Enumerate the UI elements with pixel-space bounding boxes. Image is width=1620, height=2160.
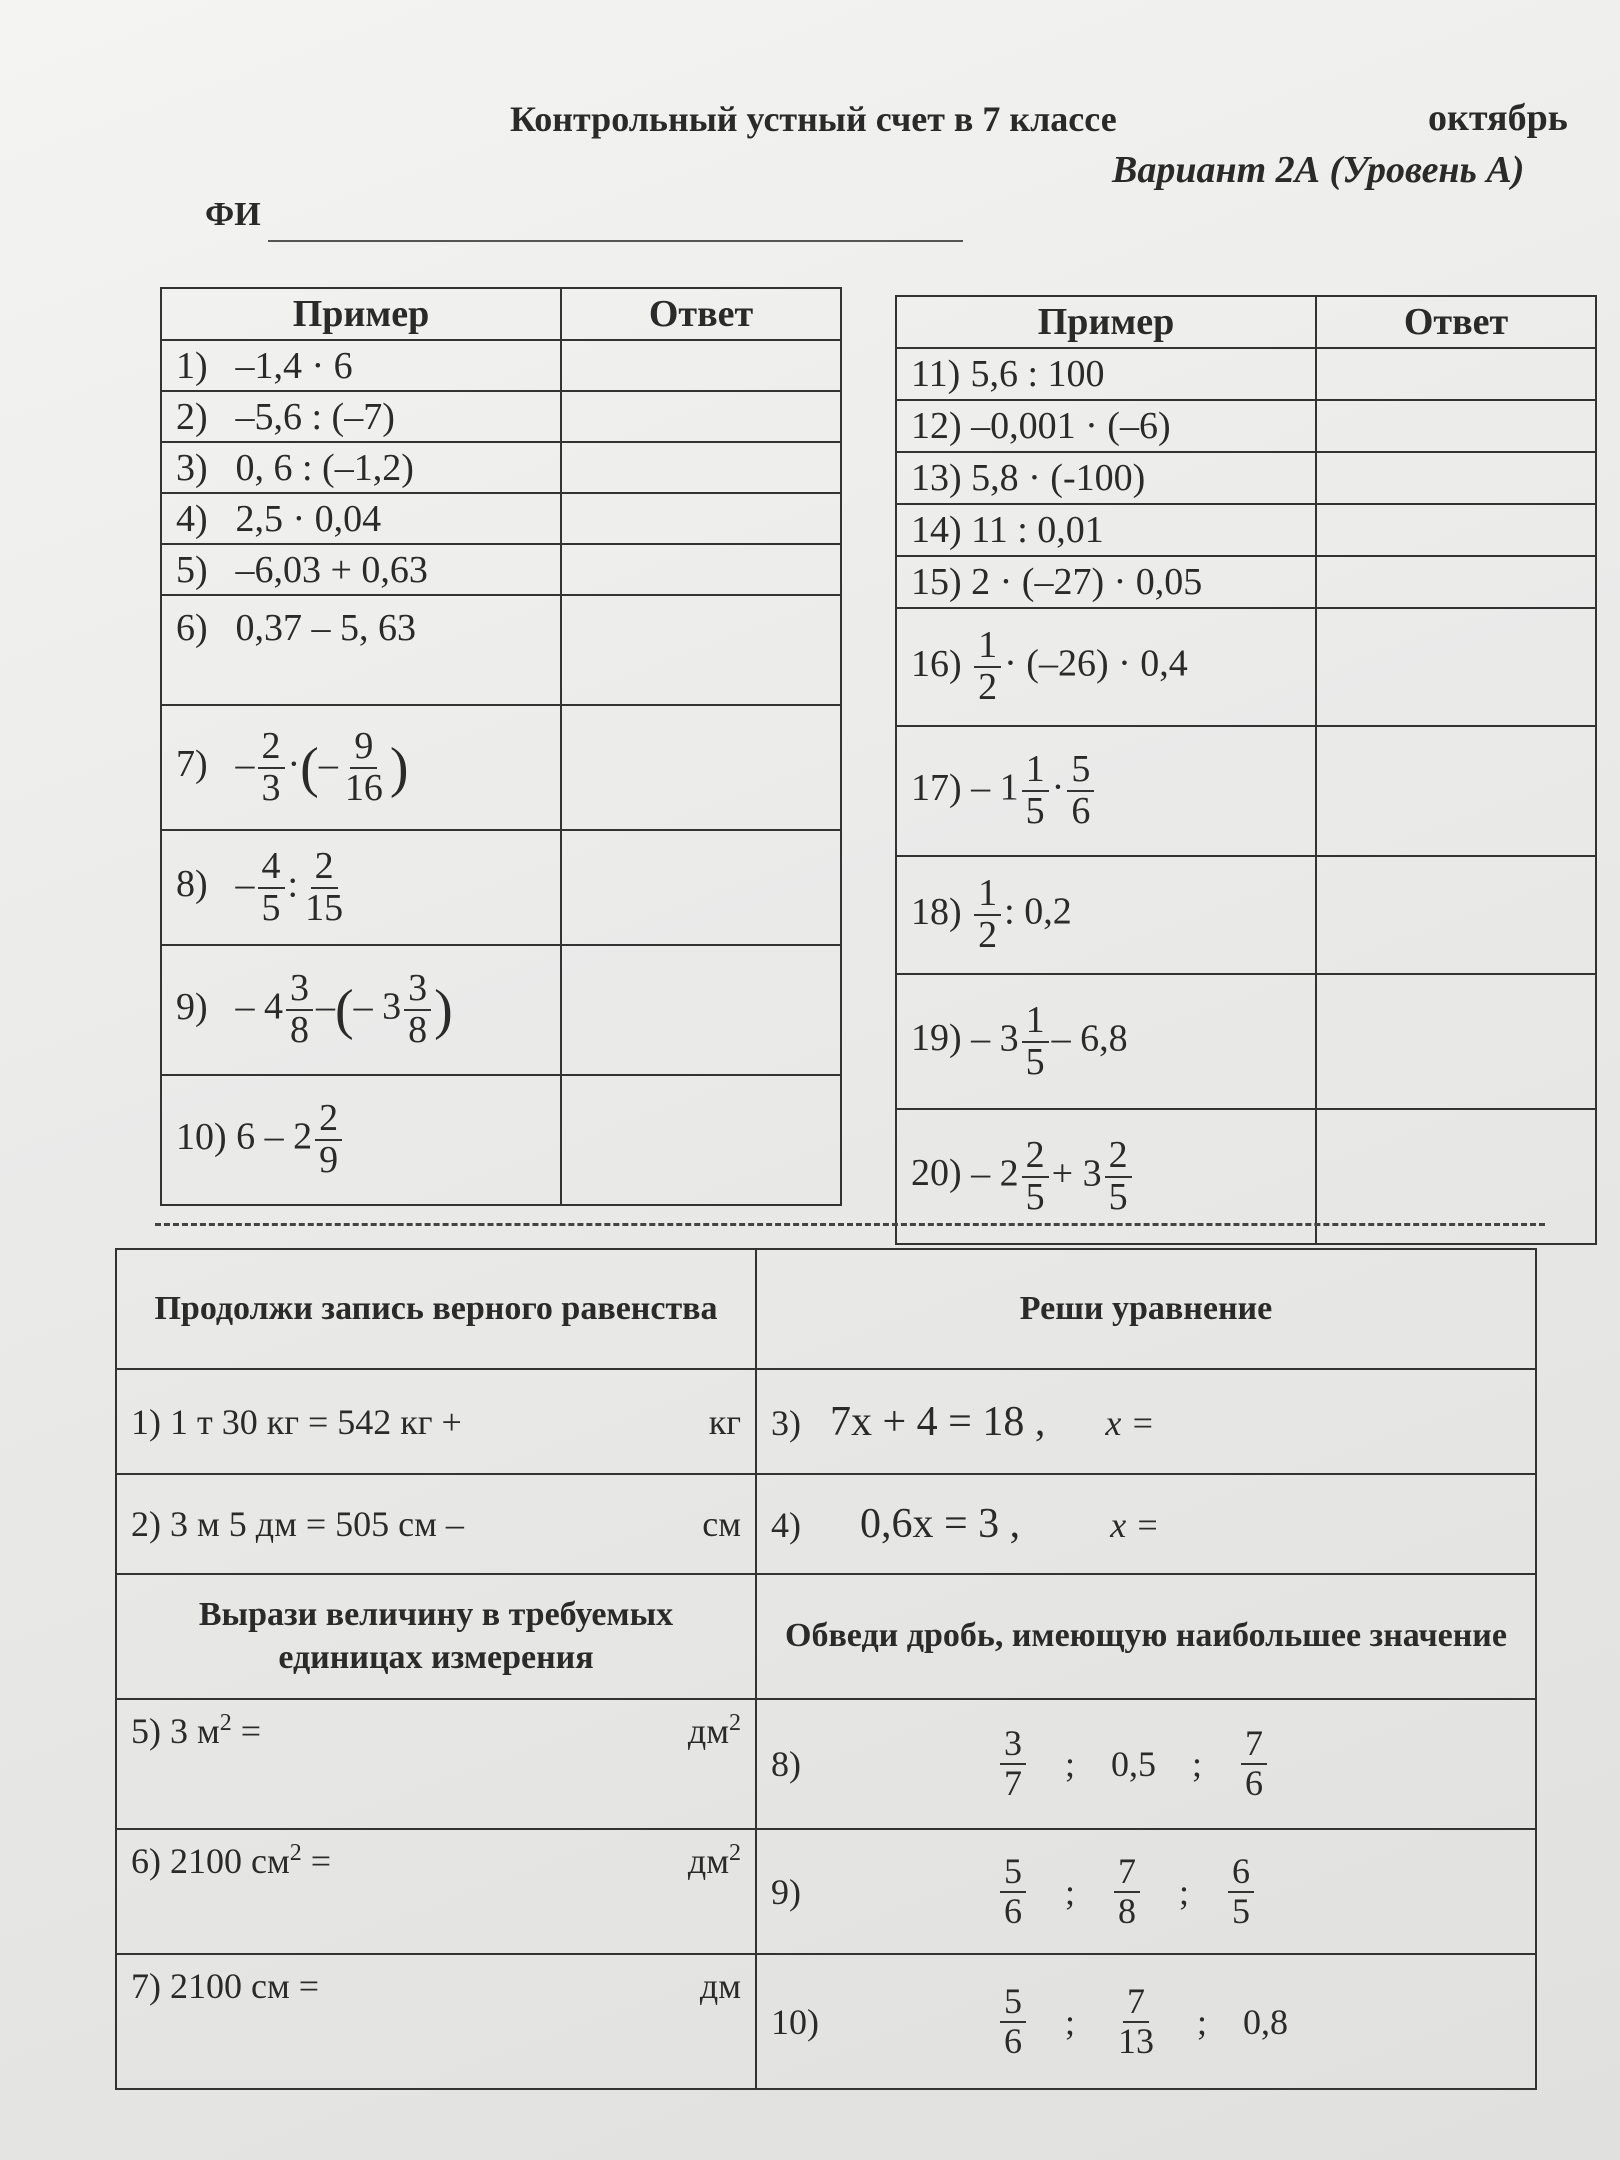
answer-cell-10[interactable] xyxy=(561,1075,841,1205)
equation: 0,6x = 3 , xyxy=(860,1501,1021,1547)
denominator: 6 xyxy=(1245,1763,1264,1803)
operator: – xyxy=(316,985,335,1028)
answer-cell-7[interactable] xyxy=(561,705,841,830)
example-expression: 0, 6 : (–1,2) xyxy=(235,446,414,489)
example-7 xyxy=(161,705,561,830)
numerator: 3 xyxy=(404,969,431,1011)
task-6 xyxy=(116,1829,756,1954)
example-16 xyxy=(896,608,1316,726)
answer-cell-12[interactable] xyxy=(1316,400,1596,452)
separator: ; xyxy=(1197,2001,1208,2042)
fraction-choice[interactable] xyxy=(1000,1725,1026,1803)
example-number: 11) xyxy=(911,353,961,395)
example-12 xyxy=(896,400,1316,452)
numerator: 5 xyxy=(1000,1983,1026,2023)
task-number: 3) xyxy=(771,1402,801,1443)
left-examples-table xyxy=(160,287,842,1206)
column-header-example: Пример xyxy=(896,296,1316,348)
example-number: 14) xyxy=(911,509,962,551)
fraction xyxy=(1022,1133,1049,1218)
cut-line xyxy=(155,1223,1545,1226)
denominator: 2 xyxy=(978,666,998,708)
equals-sign: = xyxy=(240,1711,262,1751)
minus-sign: – xyxy=(318,743,338,786)
operator: · xyxy=(287,743,301,786)
fraction xyxy=(1067,750,1094,832)
example-9 xyxy=(161,945,561,1075)
unit-label: см xyxy=(702,1504,741,1544)
example-number: 7) xyxy=(176,743,208,786)
example-expression: –5,6 : (–7) xyxy=(235,395,395,438)
column-header-example: Пример xyxy=(161,288,561,340)
example-number: 9) xyxy=(176,985,208,1028)
task-text: 7) 2100 см = xyxy=(131,1966,320,2006)
unit-label: дм xyxy=(699,1966,741,2006)
task-1 xyxy=(116,1369,756,1474)
answer-cell-19[interactable] xyxy=(1316,974,1596,1109)
example-5 xyxy=(161,544,561,595)
example-number: 1) xyxy=(176,344,208,387)
denominator: 8 xyxy=(408,1009,428,1051)
example-19 xyxy=(896,974,1316,1109)
task-9 xyxy=(756,1829,1536,1954)
denominator: 5 xyxy=(1025,1175,1045,1218)
numerator: 1 xyxy=(1022,750,1049,792)
task-number: 8) xyxy=(771,1744,801,1784)
unit-label: дм xyxy=(687,1711,729,1751)
fraction xyxy=(301,844,347,929)
answer-x: x = xyxy=(1110,1505,1160,1545)
answer-cell-8[interactable] xyxy=(561,830,841,945)
expression-tail: · (–26) · 0,4 xyxy=(1004,642,1188,685)
section-header-units: Вырази величину в требуемых единицах измерения xyxy=(116,1574,756,1699)
whole-part: 6 – 2 xyxy=(236,1115,313,1158)
minus-sign: – xyxy=(235,863,255,906)
section-header-equality: Продолжи запись верного равенства xyxy=(116,1249,756,1369)
example-number: 5) xyxy=(176,548,208,591)
right-paren: ) xyxy=(434,979,453,1041)
example-number: 20) xyxy=(911,1152,962,1195)
example-expression: 2 · (–27) · 0,05 xyxy=(971,561,1203,603)
operator: : xyxy=(287,863,299,906)
whole-part: – 3 xyxy=(971,1017,1019,1060)
fraction-choice[interactable] xyxy=(1114,1980,1158,2061)
example-6 xyxy=(161,595,561,705)
denominator: 5 xyxy=(261,886,281,929)
fraction-choice[interactable] xyxy=(1241,1725,1267,1803)
answer-cell-11[interactable] xyxy=(1316,348,1596,400)
answer-cell-15[interactable] xyxy=(1316,556,1596,608)
answer-cell-17[interactable] xyxy=(1316,726,1596,856)
numerator: 2 xyxy=(315,1099,342,1141)
separator: ; xyxy=(1192,1744,1203,1784)
example-number: 8) xyxy=(176,863,208,906)
denominator: 13 xyxy=(1118,2020,1155,2061)
expression-tail: : 0,2 xyxy=(1004,890,1072,933)
fi-line xyxy=(268,240,963,242)
answer-cell-3[interactable] xyxy=(561,442,841,493)
example-3 xyxy=(161,442,561,493)
denominator: 8 xyxy=(290,1009,309,1051)
example-number: 18) xyxy=(911,890,962,933)
example-number: 19) xyxy=(911,1017,962,1060)
unit-label: кг xyxy=(708,1401,741,1442)
equals-sign: = xyxy=(310,1841,332,1881)
task-number: 9) xyxy=(771,1871,801,1912)
fraction xyxy=(974,874,1001,956)
fraction xyxy=(1105,1133,1132,1218)
denominator: 9 xyxy=(319,1139,339,1181)
denominator: 8 xyxy=(1118,1890,1137,1931)
example-number: 13) xyxy=(911,457,962,499)
section-header-fractions: Обведи дробь, имеющую наибольшее значение xyxy=(756,1574,1536,1699)
operator: · xyxy=(1051,766,1065,809)
example-expression: –0,001 · (–6) xyxy=(971,405,1171,447)
task-2 xyxy=(116,1474,756,1574)
column-header-answer: Ответ xyxy=(1316,296,1596,348)
fraction xyxy=(404,969,431,1051)
denominator: 6 xyxy=(1004,1890,1022,1931)
denominator: 5 xyxy=(1108,1175,1128,1218)
example-11 xyxy=(896,348,1316,400)
task-text: 1) 1 т 30 кг = 542 кг + xyxy=(131,1401,462,1442)
example-13 xyxy=(896,452,1316,504)
numerator: 7 xyxy=(1123,1983,1149,2023)
task-3 xyxy=(756,1369,1536,1474)
example-expression: 5,6 : 100 xyxy=(970,353,1105,395)
unit-label: дм xyxy=(687,1841,729,1881)
example-2 xyxy=(161,391,561,442)
example-expression: 11 : 0,01 xyxy=(971,509,1104,551)
denominator: 3 xyxy=(261,766,281,809)
answer-cell-5[interactable] xyxy=(561,544,841,595)
example-18 xyxy=(896,856,1316,974)
superscript: 2 xyxy=(729,1840,741,1866)
numerator: 1 xyxy=(1022,1001,1049,1043)
example-14 xyxy=(896,504,1316,556)
tasks-table xyxy=(115,1248,1537,2090)
answer-cell-4[interactable] xyxy=(561,493,841,544)
answer-x: x = xyxy=(1105,1402,1155,1443)
whole-part: – 1 xyxy=(971,766,1019,809)
variant-label: Вариант 2А (Уровень А) xyxy=(1112,149,1525,191)
example-expression: –1,4 · 6 xyxy=(235,344,353,387)
denominator: 16 xyxy=(344,766,383,809)
whole-part: – 2 xyxy=(971,1152,1019,1195)
answer-cell-13[interactable] xyxy=(1316,452,1596,504)
example-10 xyxy=(161,1075,561,1205)
superscript: 2 xyxy=(729,1710,741,1736)
numerator: 6 xyxy=(1228,1853,1254,1893)
example-number: 3) xyxy=(176,446,208,489)
equation: 7x + 4 = 18 , xyxy=(830,1398,1046,1445)
denominator: 5 xyxy=(1232,1890,1251,1931)
separator: ; xyxy=(1179,1871,1190,1912)
example-expression: –6,03 + 0,63 xyxy=(235,548,428,591)
denominator: 6 xyxy=(1004,2020,1022,2061)
answer-cell-1[interactable] xyxy=(561,340,841,391)
example-1 xyxy=(161,340,561,391)
fraction xyxy=(258,844,285,929)
separator: ; xyxy=(1065,2001,1076,2042)
task-5 xyxy=(116,1699,756,1829)
numerator: 2 xyxy=(311,847,338,889)
task-text: 2) 3 м 5 дм = 505 см – xyxy=(131,1504,464,1544)
answer-cell-14[interactable] xyxy=(1316,504,1596,556)
numerator: 2 xyxy=(1022,1136,1049,1178)
denominator: 15 xyxy=(305,886,344,929)
task-10 xyxy=(756,1954,1536,2089)
denominator: 5 xyxy=(1025,1040,1045,1083)
numerator: 2 xyxy=(258,727,285,769)
separator: ; xyxy=(1065,1744,1076,1784)
example-number: 16) xyxy=(911,642,962,685)
task-8 xyxy=(756,1699,1536,1829)
task-text: 5) 3 м xyxy=(131,1711,220,1751)
task-4 xyxy=(756,1474,1536,1574)
example-expression: 0,37 – 5, 63 xyxy=(235,607,416,649)
right-examples-table xyxy=(895,295,1597,1245)
fraction xyxy=(1022,750,1049,832)
fraction-choice[interactable] xyxy=(1228,1850,1254,1931)
fraction-choice[interactable] xyxy=(1000,1850,1026,1931)
example-15 xyxy=(896,556,1316,608)
task-7 xyxy=(116,1954,756,2089)
fraction xyxy=(315,1099,342,1181)
example-number: 10) xyxy=(176,1115,227,1158)
right-paren: ) xyxy=(389,736,409,799)
task-number: 10) xyxy=(771,2001,819,2042)
example-4 xyxy=(161,493,561,544)
whole-part: – 3 xyxy=(353,985,402,1028)
example-expression: 2,5 · 0,04 xyxy=(235,497,382,540)
section-header-equation: Реши уравнение xyxy=(756,1249,1536,1369)
superscript: 2 xyxy=(219,1710,232,1736)
fraction-choice[interactable] xyxy=(1000,1980,1026,2061)
numerator: 4 xyxy=(258,847,285,889)
example-number: 12) xyxy=(911,405,962,447)
fraction xyxy=(1022,998,1049,1083)
example-number: 6) xyxy=(176,607,208,649)
example-number: 15) xyxy=(911,561,962,603)
decimal-choice[interactable]: 0,8 xyxy=(1243,2001,1289,2042)
fraction xyxy=(258,724,285,809)
task-number: 4) xyxy=(771,1505,801,1545)
fraction xyxy=(974,626,1001,708)
denominator: 2 xyxy=(978,914,998,956)
minus-sign: – xyxy=(235,743,255,786)
numerator: 9 xyxy=(350,727,377,769)
answer-cell-9[interactable] xyxy=(561,945,841,1075)
example-expression: 5,8 · (-100) xyxy=(971,457,1146,499)
answer-cell-16[interactable] xyxy=(1316,608,1596,726)
superscript: 2 xyxy=(289,1840,302,1866)
operator: + 3 xyxy=(1051,1152,1102,1195)
numerator: 5 xyxy=(1000,1853,1026,1893)
answer-cell-6[interactable] xyxy=(561,595,841,705)
numerator: 7 xyxy=(1241,1725,1267,1765)
decimal-choice[interactable]: 0,5 xyxy=(1111,1744,1157,1784)
month-label: октябрь xyxy=(1428,97,1568,139)
numerator: 2 xyxy=(1105,1136,1132,1178)
answer-cell-2[interactable] xyxy=(561,391,841,442)
answer-cell-18[interactable] xyxy=(1316,856,1596,974)
denominator: 7 xyxy=(1004,1763,1022,1803)
example-number: 4) xyxy=(176,497,208,540)
fraction xyxy=(286,969,313,1051)
left-paren: ( xyxy=(300,736,319,799)
task-text: 6) 2100 см xyxy=(131,1841,290,1881)
denominator: 5 xyxy=(1025,790,1045,832)
numerator: 5 xyxy=(1067,750,1094,792)
column-header-answer: Ответ xyxy=(561,288,841,340)
numerator: 7 xyxy=(1114,1853,1140,1893)
denominator: 6 xyxy=(1071,790,1091,832)
numerator: 3 xyxy=(1000,1725,1026,1765)
worksheet-title: Контрольный устный счет в 7 классе xyxy=(510,99,1117,139)
whole-part: – 4 xyxy=(235,985,283,1028)
fi-label: ФИ xyxy=(205,196,261,233)
fraction xyxy=(341,724,387,809)
expression-tail: – 6,8 xyxy=(1051,1017,1128,1060)
example-17 xyxy=(896,726,1316,856)
separator: ; xyxy=(1065,1871,1076,1912)
example-number: 17) xyxy=(911,766,962,809)
example-8 xyxy=(161,830,561,945)
fraction-choice[interactable] xyxy=(1114,1850,1140,1931)
numerator: 1 xyxy=(974,626,1001,668)
numerator: 1 xyxy=(974,874,1001,916)
numerator: 3 xyxy=(286,969,313,1011)
example-number: 2) xyxy=(176,395,208,438)
left-paren: ( xyxy=(335,979,354,1041)
